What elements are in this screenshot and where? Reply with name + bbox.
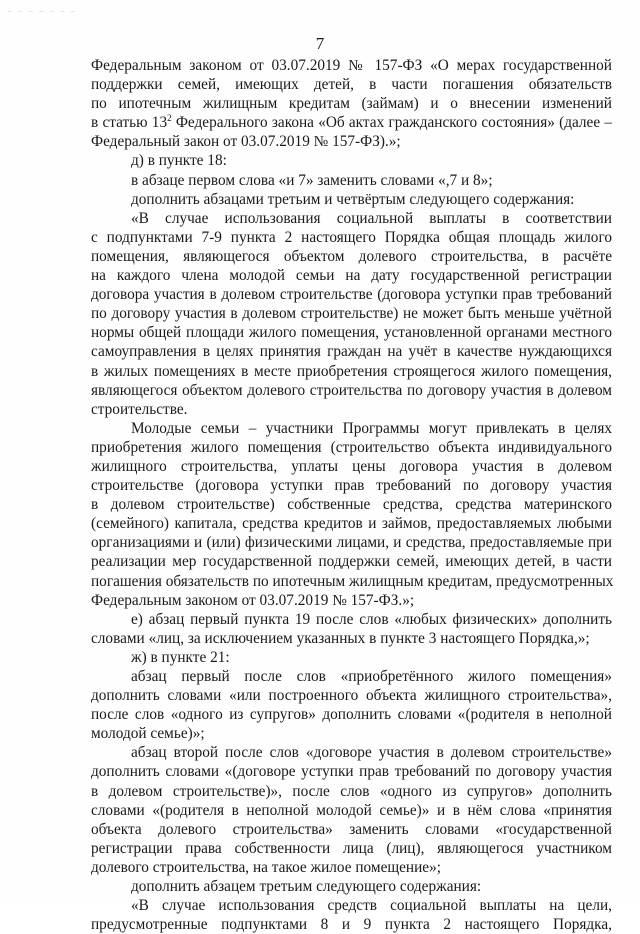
text-line: реализации мер государственной поддержки семей, имеющих детей, в части — [91, 553, 612, 571]
document-body — [91, 56, 612, 934]
text-line: нормы общей площади жилого помещения, установленной органами местного — [91, 324, 612, 342]
text-line: дополнить словами «(договоре уступки прав требований по договору участия — [91, 763, 612, 781]
text-line: Молодые семьи – участники Программы могут привлекать в целях — [131, 419, 612, 437]
text-line: помещения, являющегося объектом долевого строительства, в расчёте — [91, 247, 612, 265]
text-line: самоуправления в целях принятия граждан на учёт в качестве нуждающихся — [91, 343, 612, 361]
text-line: жилищного строительства, уплаты цены договора участия в долевом — [91, 457, 612, 475]
text-line: после слов «одного из супругов» дополнить словами «(родителя в неполной — [91, 706, 612, 724]
text-line: объекта долевого строительства» заменить словами «государственной — [91, 820, 612, 838]
text-line: Федеральный закон от 03.07.2019 № 157-ФЗ).»; — [91, 133, 401, 151]
text-line: в долевом строительстве)», после слов «одного из супругов» дополнить — [91, 782, 612, 800]
text-line: Федеральным законом от 03.07.2019 № 157-ФЗ «О мерах государственной — [91, 57, 612, 74]
text-line: абзац первый после слов «приобретённого жилого помещения» — [131, 668, 612, 685]
text-line: в долевом строительстве) собственные средства, средства материнского — [91, 496, 612, 514]
text-line: долевого строительства, на такое жилое помещение»; — [91, 858, 441, 876]
text-line: Федеральным законом от 03.07.2019 № 157-ФЗ.»; — [91, 591, 415, 609]
text-line: с подпунктами 7-9 пункта 2 настоящего Порядка общая площадь жилого — [91, 228, 612, 246]
text-line: приобретения жилого помещения (строительство объекта индивидуального — [91, 438, 612, 456]
text-line: строительстве (договора уступки прав требований по договору участия — [91, 477, 612, 495]
text-line: на каждого члена молодой семьи на дату государственной регистрации — [91, 267, 612, 285]
text-line: регистрации права собственности лица (лиц), являющегося участником — [91, 839, 612, 857]
page-number: 7 — [315, 34, 325, 53]
text-line: погашения обязательств по ипотечным жилищным кредитам, предусмотренных — [91, 572, 614, 590]
text-line: д) в пункте 18: — [131, 152, 227, 170]
text-line: дополнить абзацем третьим следующего содержания: — [131, 878, 482, 896]
text-line: в абзаце первом слова «и 7» заменить словами «,7 и 8»; — [131, 171, 493, 189]
text-line: являющегося объектом долевого строительства по договору участия в долевом — [91, 381, 612, 399]
text-line: словами «лиц, за исключением указанных в пункте 3 настоящего Порядка,»; — [91, 629, 590, 647]
text-line: договора участия в долевом строительстве (договора уступки прав требований — [91, 286, 612, 304]
text-line: «В случае использования средств социальной выплаты на цели, — [131, 897, 612, 915]
text-line: (семейного) капитала, средства кредитов и займов, предоставляемых любыми — [91, 515, 612, 533]
text-line: дополнить словами «или построенного объекта жилищного строительства», — [91, 687, 612, 705]
text-line: в статью $13^2$ Федерального закона «Об актах гражданского состояния» (далее – — [91, 113, 612, 132]
text-line: е) абзац первый пункта 19 после слов «любых физических» дополнить — [131, 610, 612, 628]
text-line: дополнить абзацами третьим и четвёртым следующего содержания: — [131, 190, 575, 208]
text-line: организациями и (или) физическими лицами, и средства, предоставляемые при — [91, 534, 612, 552]
text-line: в жилых помещениях в месте приобретения строящегося жилого помещения, — [91, 362, 612, 380]
text-line: поддержки семей, имеющих детей, в части погашения обязательств — [91, 76, 612, 94]
text-line: ж) в пункте 21: — [131, 648, 230, 666]
text-line: «В случае использования социальной выплаты в соответствии — [131, 209, 612, 227]
text-line: предусмотренные подпунктами 8 и 9 пункта 2 настоящего Порядка, — [91, 916, 612, 934]
corner-mark: _ _ _ _ _ _ _ — [8, 6, 76, 14]
text-line: молодой семье)»; — [91, 725, 205, 743]
text-line: словами «(родителя в неполной молодой семье)» и в нём слова «принятия — [91, 801, 612, 819]
text-line: по ипотечным жилищным кредитам (займам) и о внесении изменений — [91, 95, 612, 113]
text-line: абзац второй после слов «договоре участия в долевом строительстве» — [131, 744, 612, 762]
text-line: строительстве. — [91, 400, 188, 418]
text-line: по договору участия в долевом строительстве) не может быть меньше учётной — [91, 305, 612, 323]
